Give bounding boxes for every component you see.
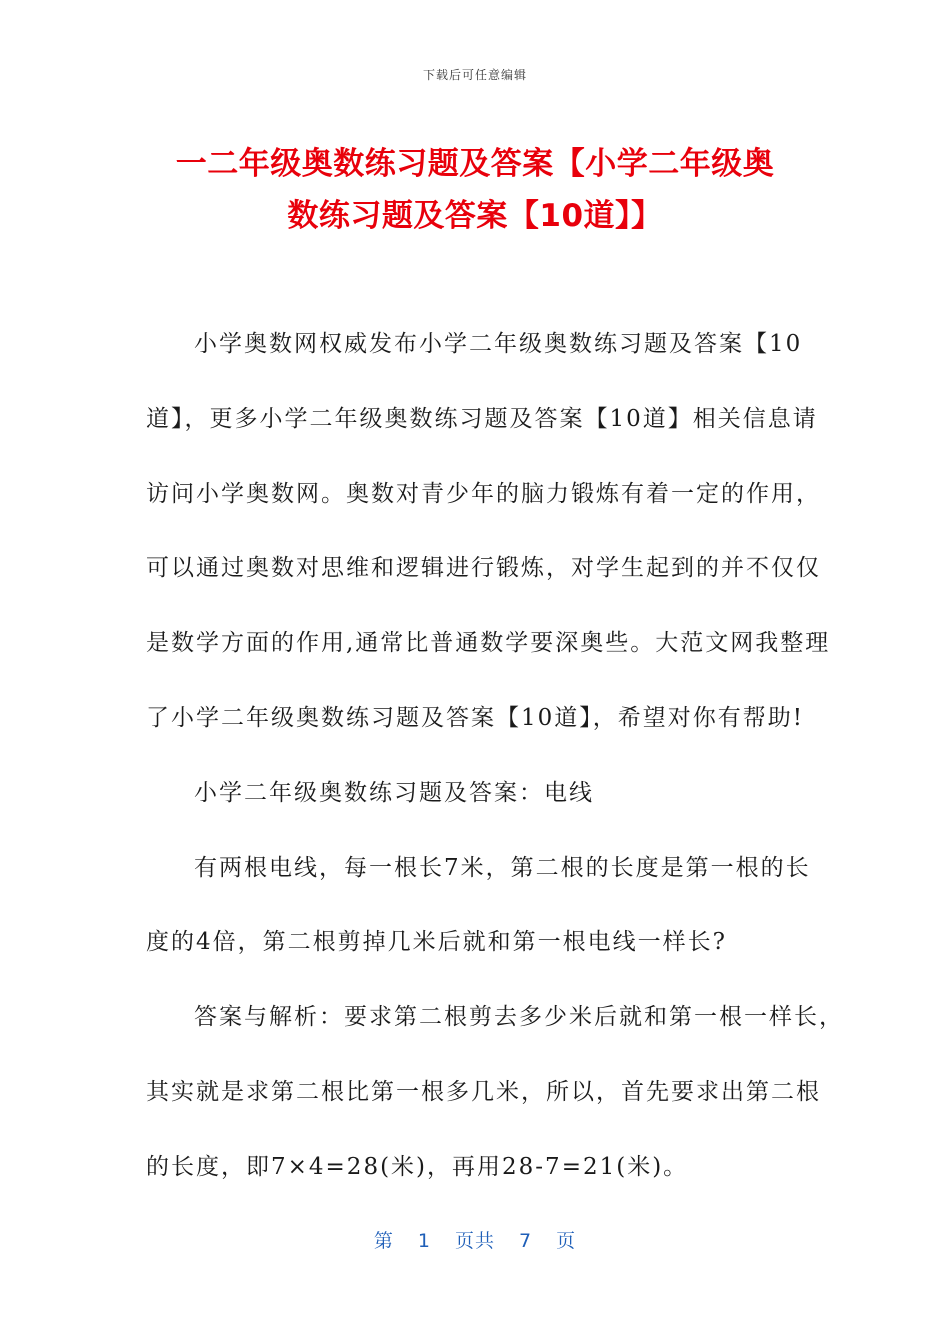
page-label-mid: 页共	[454, 1230, 495, 1252]
body-line: 访问小学奥数网。奥数对青少年的脑力锻炼有着一定的作用，	[146, 480, 821, 507]
body-line: 小学奥数网权威发布小学二年级奥数练习题及答案【10	[194, 331, 803, 357]
body-line: 可以通过奥数对思维和逻辑进行锻炼，对学生起到的并不仅仅	[146, 555, 821, 582]
total-pages-number: 7	[519, 1230, 533, 1252]
page-label-prefix: 第	[373, 1230, 394, 1252]
page-footer	[0, 1226, 950, 1253]
document-body	[146, 318, 844, 1216]
body-line: 其实就是求第二根比第一根多几米，所以，首先要求出第二根	[146, 1078, 821, 1105]
section-heading: 小学二年级奥数练习题及答案：电线	[194, 779, 594, 806]
body-line: 的长度，即7×4=28(米)，再用28-7=21(米)。	[146, 1153, 689, 1180]
body-line: 度的4倍，第二根剪掉几米后就和第一根电线一样长?	[146, 929, 727, 956]
header-note: 下载后可任意编辑	[422, 68, 527, 82]
body-line: 道】，更多小学二年级奥数练习题及答案【10道】相关信息请	[146, 405, 818, 432]
title-line-2: 数练习题及答案【10道】】	[287, 198, 663, 234]
body-line: 了小学二年级奥数练习题及答案【10道】，希望对你有帮助!	[146, 704, 805, 731]
document-title	[140, 138, 810, 242]
title-line-1: 一二年级奥数练习题及答案【小学二年级奥	[175, 146, 775, 182]
body-line: 有两根电线，每一根长7米，第二根的长度是第一根的长	[194, 854, 811, 881]
body-line: 答案与解析：要求第二根剪去多少米后就和第一根一样长，	[194, 1004, 844, 1031]
page-label-suffix: 页	[556, 1230, 577, 1252]
body-line: 是数学方面的作用,通常比普通数学要深奥些。大范文网我整理	[146, 630, 831, 657]
current-page-number: 1	[417, 1230, 431, 1252]
